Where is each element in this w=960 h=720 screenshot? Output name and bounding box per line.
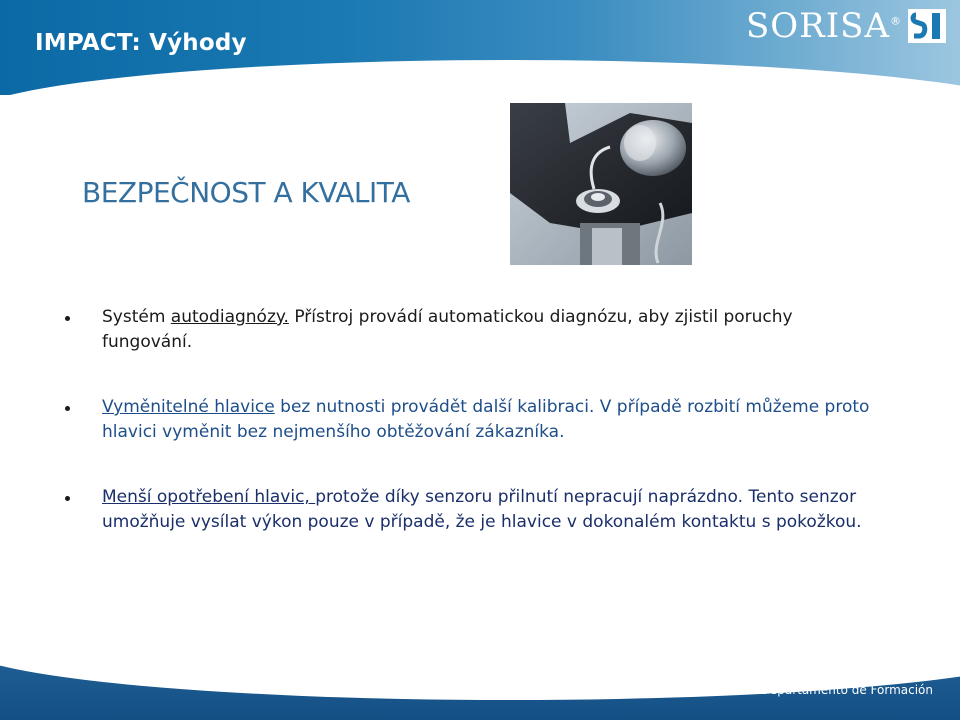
- list-item: Vyměnitelné hlavice bez nutnosti provádět další kalibraci. V případě rozbití můžeme proto hlavici vyměnit bez nejmenšího obtěžování zákazníka.: [65, 395, 885, 445]
- sorisa-logo-icon: [908, 9, 946, 43]
- link-less-wear[interactable]: Menší opotřebení hlavic,: [102, 487, 316, 507]
- bullet-dot: [65, 496, 70, 501]
- bullet-dot: [65, 406, 70, 411]
- logo-text: SORISA®: [745, 6, 902, 46]
- bullet-dot: [65, 316, 70, 321]
- list-item: Systém autodiagnózy. Přístroj provádí automatickou diagnózu, aby zjistil poruchy fungování.: [65, 305, 885, 355]
- feature-list: [65, 305, 885, 575]
- header-swoosh: [0, 60, 960, 95]
- page-title: IMPACT: Výhody: [35, 30, 247, 56]
- treatment-device-head-image: [510, 103, 692, 265]
- link-autodiagnosis[interactable]: autodiagnózy.: [170, 307, 289, 327]
- footer-text: PLAN SORES. Departamento de Formación: [677, 683, 933, 697]
- link-replaceable-heads[interactable]: Vyměnitelné hlavice: [102, 397, 275, 417]
- sorisa-logo: [746, 6, 946, 46]
- section-title: BEZPEČNOST A KVALITA: [82, 176, 410, 209]
- list-item: Menší opotřebení hlavic, protože díky senzoru přilnutí nepracují naprázdno. Tento senzor umožňuje vysílat výkon pouze v případě, že je hlavice v dokonalém kontaktu s pokožkou.: [65, 485, 885, 535]
- footer-band: [0, 660, 960, 720]
- header-band: [0, 0, 960, 95]
